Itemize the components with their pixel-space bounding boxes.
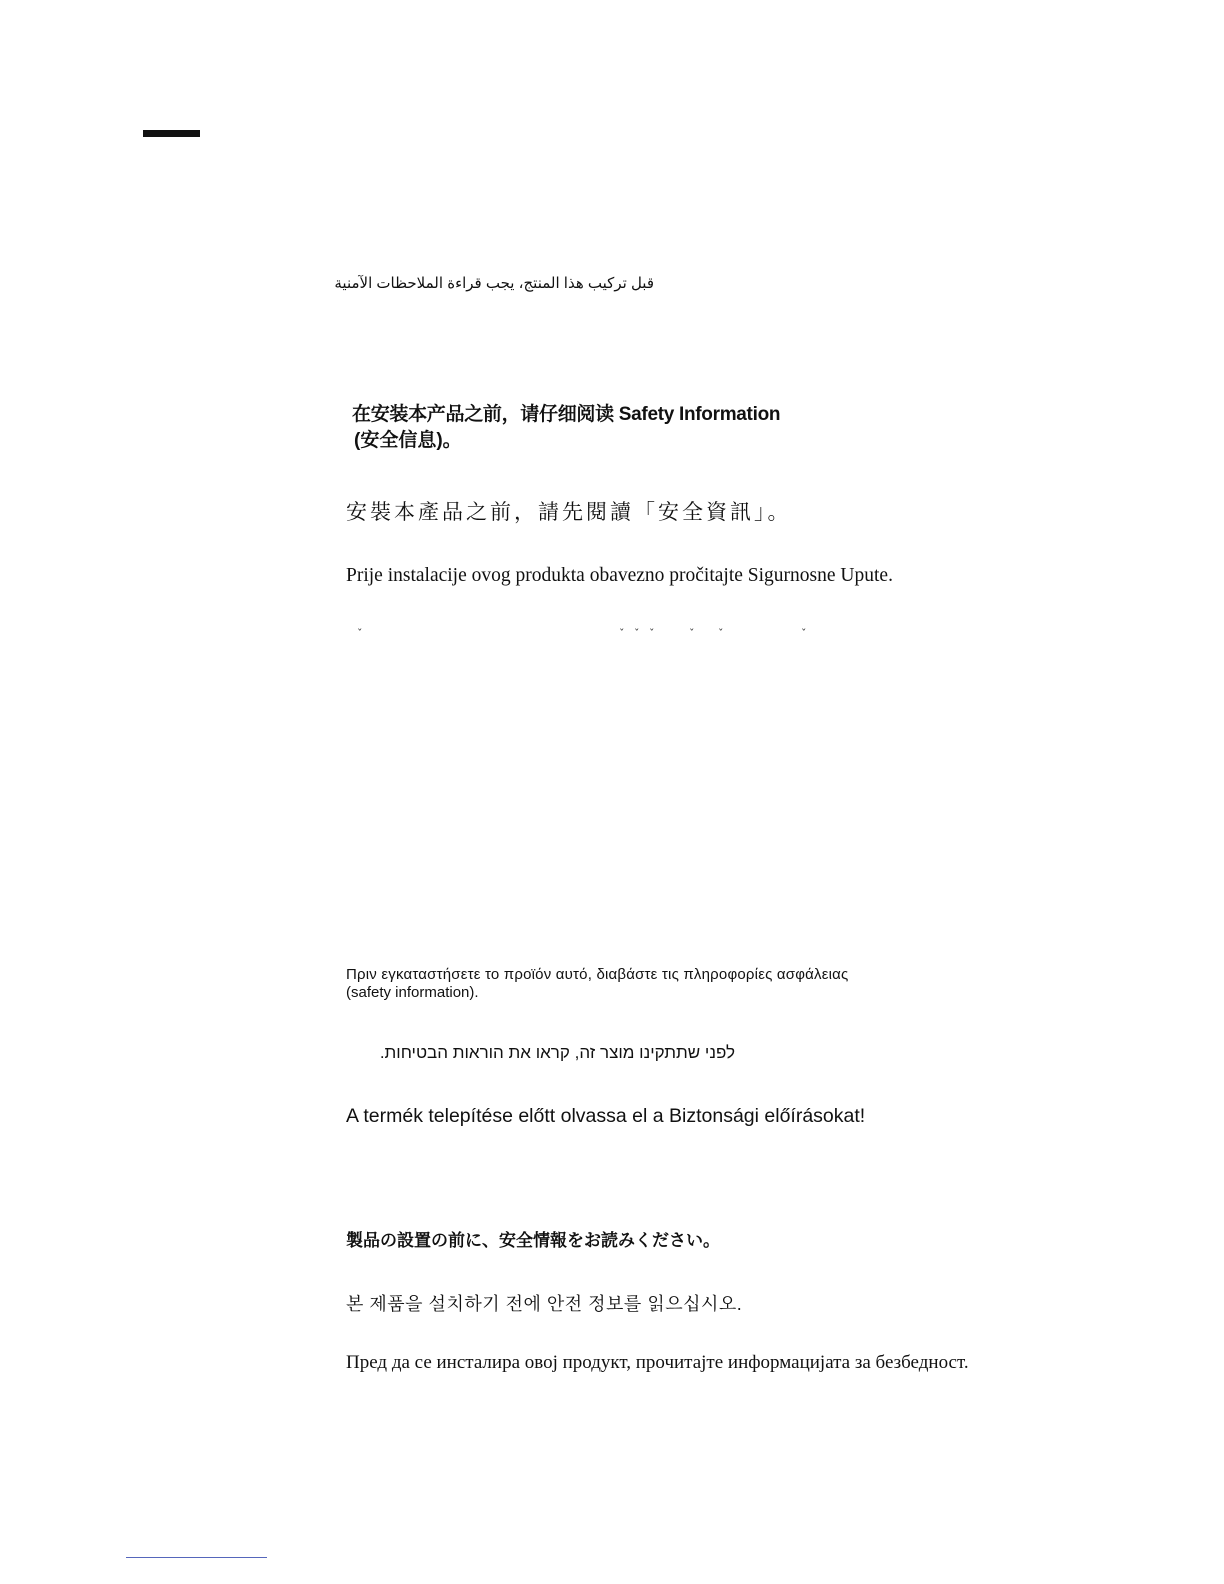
notice-greek-line2: (safety information).	[346, 984, 479, 1001]
notice-chinese-traditional: 安裝本產品之前，請先閱讀「安全資訊」。	[346, 500, 792, 524]
notice-macedonian: Пред да се инсталира овој продукт, прочитајте информацијата за безбедност.	[346, 1352, 969, 1373]
accent-mark: ˇ	[718, 627, 724, 640]
accent-mark: ˇ	[634, 627, 640, 640]
accent-mark: ˇ	[619, 627, 625, 640]
footnote-rule	[126, 1557, 267, 1558]
accent-mark: ˇ	[801, 627, 807, 640]
notice-hungarian: A termék telepítése előtt olvassa el a Biztonsági előírásokat!	[346, 1105, 866, 1127]
notice-croatian: Prije instalacije ovog produkta obavezno pročitajte Sigurnosne Upute.	[346, 565, 893, 586]
accent-mark: ˇ	[689, 627, 695, 640]
notice-hebrew: לפני שתתקינו מוצר זה, קראו את הוראות הבטיחות.	[379, 1043, 735, 1062]
notice-chinese-simplified-line2: (安全信息)。	[354, 430, 462, 451]
notice-chinese-simplified-line1: 在安装本产品之前，请仔细阅读 Safety Information	[352, 404, 781, 425]
notice-japanese: 製品の設置の前に、安全情報をお読みください。	[346, 1231, 720, 1250]
notice-arabic: قبل تركيب هذا المنتج، يجب قراءة الملاحظات الآمنية	[334, 275, 654, 292]
notice-greek-line1: Πριν εγκαταστήσετε το προϊόν αυτό, διαβάστε τις πληροφορίες ασφάλειας	[346, 966, 849, 983]
chapter-rule	[143, 130, 200, 137]
accent-mark: ˇ	[357, 627, 363, 640]
accent-mark: ˇ	[649, 627, 655, 640]
notice-czech-accent-marks	[346, 627, 816, 647]
notice-korean: 본 제품을 설치하기 전에 안전 정보를 읽으십시오.	[346, 1294, 743, 1314]
